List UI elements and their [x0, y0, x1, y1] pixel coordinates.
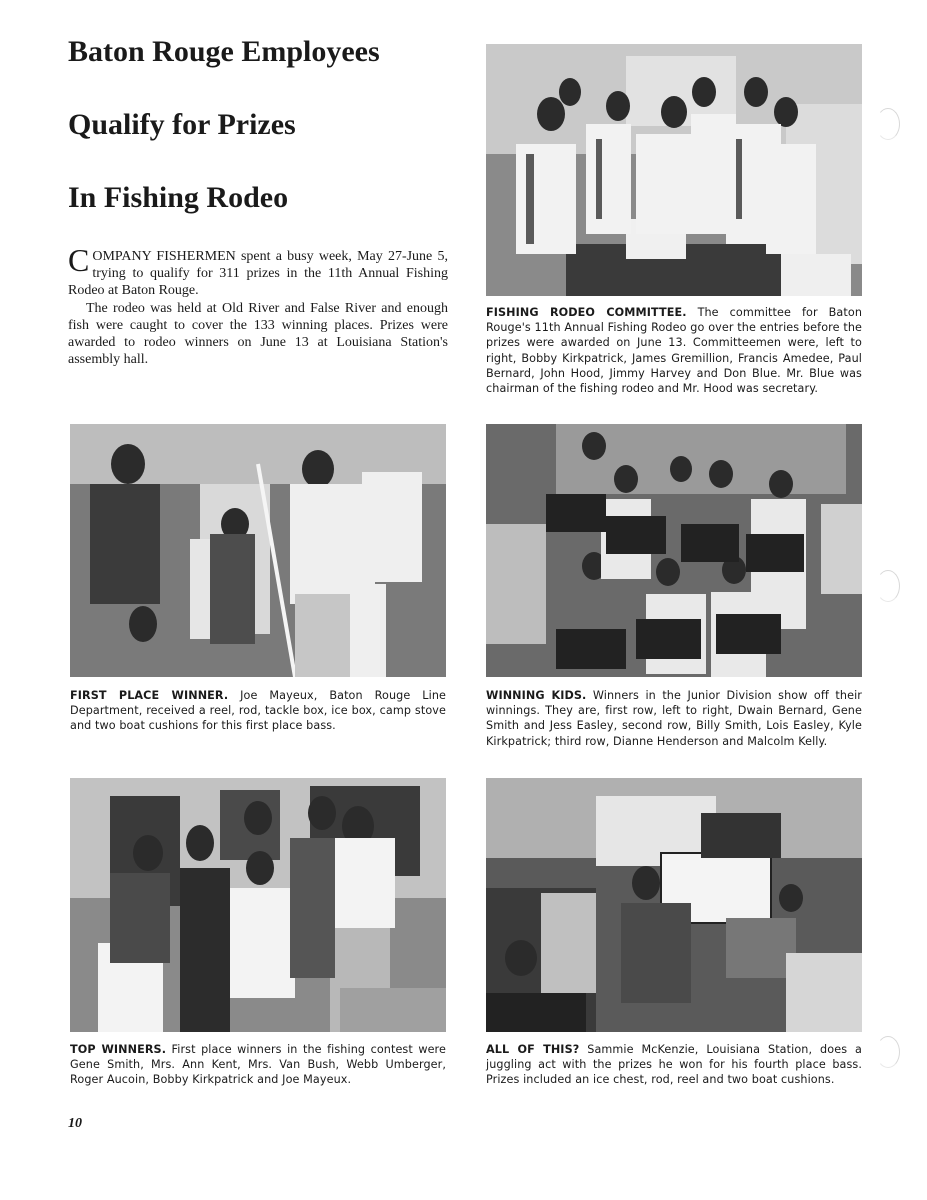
binder-hole-bottom — [876, 1036, 900, 1068]
binder-hole-middle — [876, 570, 900, 602]
photo-top-winners — [70, 778, 446, 1032]
binder-hole-top — [876, 108, 900, 140]
paragraph-1: COMPANY FISHERMEN spent a busy week, May 27-June 5, trying to qualify for 311 prizes in the 11th Annual Fishing Rodeo at Baton Rouge. — [68, 242, 448, 299]
caption-first-place: FIRST PLACE WINNER. Joe Mayeux, Baton Rouge Line Department, received a reel, rod, tackle box, ice box, camp stove and two boat cushions for this first place bass. — [70, 689, 446, 733]
caption-committee: FISHING RODEO COMMITTEE. The committee for Baton Rouge's 11th Annual Fishing Rodeo go over the entries before the prizes were awarded on June 13. Committeemen were, left to right, Bobby Kirkpatrick, James Gremillion, Francis Amedee, Paul Bernard, John Hood, Jimmy Harvey and Don Blue. Mr. Blue was chairman of the fishing rodeo and Mr. Hood was secretary. — [486, 306, 863, 396]
page-number: 10 — [68, 1116, 82, 1131]
caption-all-of-this: ALL OF THIS? Sammie McKenzie, Louisiana Station, does a juggling act with the prizes he won for his fourth place bass. Prizes included an ice chest, rod, reel and two boat cushions. — [486, 1043, 863, 1087]
article-title — [68, 34, 468, 253]
title-line-2: Qualify for Prizes — [68, 108, 296, 141]
drop-cap: C — [68, 242, 90, 278]
title-line-3: In Fishing Rodeo — [68, 181, 289, 214]
photo-first-place — [70, 424, 446, 677]
title-line-1: Baton Rouge Employees — [68, 35, 380, 68]
article-body — [68, 242, 448, 368]
photo-all-of-this — [486, 778, 862, 1032]
caption-top-winners: TOP WINNERS. First place winners in the fishing contest were Gene Smith, Mrs. Ann Kent, Mrs. Van Bush, Webb Umberger, Roger Aucoin, Bobby Kirkpatrick and Joe Mayeux. — [70, 1043, 446, 1087]
photo-kids — [486, 424, 862, 677]
caption-kids: WINNING KIDS. Winners in the Junior Division show off their winnings. They are, first row, left to right, Dwain Bernard, Gene Smith and Jess Easley, second row, Billy Smith, Lois Easley, Kyle Kirkpatrick; third row, Dianne Henderson and Malcolm Kelly. — [486, 689, 862, 748]
paragraph-2: The rodeo was held at Old River and False River and enough fish were caught to cover the 133 winning places. Prizes were awarded to rodeo winners on June 13 at Louisiana Station's assembly hall. — [68, 300, 448, 368]
photo-committee — [486, 44, 862, 296]
